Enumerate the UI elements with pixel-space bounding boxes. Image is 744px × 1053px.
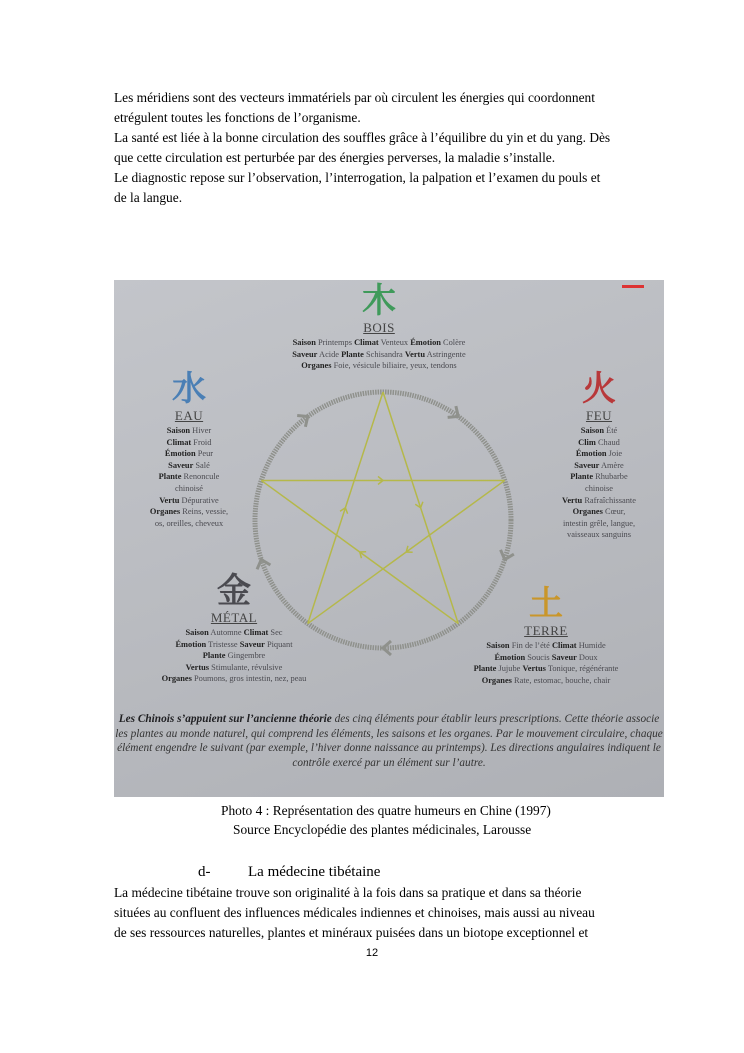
attr-label: Plante	[341, 349, 364, 359]
attr-value: Foie, vésicule biliaire, yeux, tendons	[333, 361, 457, 371]
element-attr-line	[426, 652, 664, 664]
element-attr-line	[479, 506, 664, 518]
attr-value: Froid	[193, 437, 212, 447]
element-attr-line	[114, 437, 309, 449]
attr-value: Dépurative	[181, 495, 219, 505]
attr-value: chinoise	[585, 483, 613, 493]
element-name: BOIS	[363, 320, 395, 335]
attr-label: Saveur	[168, 460, 194, 470]
element-attr-line	[259, 337, 499, 349]
element-attr-line	[479, 460, 664, 472]
attr-label: Émotion	[575, 449, 607, 459]
attr-value: Fin de l’été	[511, 641, 550, 650]
text-line: etrégulent toutes les fonctions de l’organisme.	[114, 110, 361, 125]
text-line: La médecine tibétaine trouve son originalité à la fois dans sa pratique et dans sa théorie	[114, 885, 582, 900]
element-eau	[114, 370, 309, 529]
attr-value: Automne	[210, 628, 242, 637]
section-number: d-	[198, 864, 211, 880]
attr-label: Saveur	[574, 460, 600, 470]
element-attr-line	[259, 349, 499, 361]
attr-label: Vertu	[562, 495, 583, 505]
element-attr-line	[114, 662, 354, 674]
element-attr-line	[114, 448, 309, 460]
page-number: 12	[365, 947, 379, 959]
cycle-arrow-icon	[383, 641, 391, 655]
text-line: La santé est liée à la bonne circulation des souffles grâce à l’équilibre du yin et du yang. Dès	[114, 130, 611, 145]
attr-label: Saison	[580, 426, 604, 435]
attr-value: vaisseaux sanguins	[567, 530, 631, 540]
attr-label: Organes	[481, 675, 512, 685]
attr-label: Plante	[473, 664, 497, 674]
attr-value: chinoisé	[175, 483, 203, 493]
attr-value: os, oreilles, cheveux	[154, 518, 224, 528]
photo-note	[114, 712, 664, 770]
attr-label: Saveur	[551, 652, 577, 662]
attr-value: Soucis	[527, 652, 550, 662]
corner-red-mark	[622, 285, 644, 288]
attr-value: Humide	[578, 641, 606, 650]
element-attr-line	[479, 483, 664, 495]
attr-label: Vertu	[159, 495, 180, 505]
attr-label: Organes	[161, 674, 192, 684]
attr-value: Piquant	[266, 639, 293, 649]
element-attr-line	[114, 627, 354, 639]
element-attr-line	[114, 639, 354, 651]
element-terre	[426, 585, 664, 686]
element-attr-line	[114, 673, 354, 685]
element-attr-line	[114, 650, 354, 662]
attr-value: Poumons, gros intestin, nez, peau	[193, 674, 307, 684]
attr-label: Organes	[301, 361, 332, 371]
attr-value: Astringente	[426, 349, 466, 359]
photo-caption: Photo 4 : Représentation des quatre humeurs en Chine (1997)	[221, 803, 551, 818]
attr-value: Doux	[578, 652, 598, 662]
attr-value: Jujube	[498, 664, 521, 674]
attr-value: Joie	[608, 449, 623, 459]
element-attr-line	[114, 483, 309, 495]
attr-label: Vertus	[522, 664, 546, 674]
element-attr-line	[114, 518, 309, 530]
element-name: FEU	[585, 408, 613, 423]
terre-glyph-icon: 土	[529, 584, 563, 624]
text-line: situées au confluent des influences médicales indiennes et chinoises, mais aussi au niveau	[114, 905, 595, 920]
attr-value: Salé	[195, 460, 210, 470]
attr-value: intestin grêle, langue,	[562, 518, 636, 528]
attr-label: Climat	[354, 338, 379, 347]
element-attr-line	[479, 437, 664, 449]
attr-label: Plante	[158, 472, 182, 482]
note-bold: Les Chinois s’appuient sur l’ancienne théorie	[118, 713, 332, 725]
attr-label: Vertus	[185, 662, 210, 672]
attr-label: Émotion	[164, 449, 196, 459]
element-attr-line	[114, 471, 309, 483]
attr-label: Vertu	[404, 349, 426, 359]
attr-value: Été	[606, 426, 618, 435]
element-attr-line	[114, 495, 309, 507]
attr-value: Sec	[270, 628, 283, 637]
element-feu	[479, 370, 664, 541]
attr-value: Tonique, régénérante	[547, 664, 619, 674]
element-attr-line	[114, 460, 309, 472]
element-name: MÉTAL	[210, 610, 258, 625]
attr-label: Saison	[185, 628, 209, 637]
attr-label: Plante	[570, 472, 594, 482]
attr-label: Climat	[166, 437, 192, 447]
attr-label: Saison	[166, 426, 191, 435]
attr-label: Saveur	[239, 639, 265, 649]
attr-value: Schisandra	[366, 349, 403, 359]
attr-label: Climat	[243, 628, 269, 637]
element-attr-line	[479, 529, 664, 541]
attr-label: Saveur	[292, 349, 318, 359]
element-attr-line	[114, 425, 309, 437]
attr-value: Reins, vessie,	[182, 507, 229, 517]
attr-value: Stimulante, révulsive	[211, 662, 283, 672]
element-attr-line	[426, 675, 664, 687]
element-metal	[114, 572, 354, 685]
attr-value: Tristesse	[208, 639, 238, 649]
metal-glyph-icon: 金	[217, 571, 251, 611]
attr-label: Clim	[578, 437, 596, 447]
body-paragraph	[114, 883, 674, 943]
photo-source: Source Encyclopédie des plantes médicinales, Larousse	[233, 822, 532, 837]
attr-label: Saison	[292, 338, 316, 347]
attr-value: Hiver	[192, 426, 212, 435]
note-text: des cinq éléments pour établir leurs prescriptions. Cette théorie associe les plantes au monde naturel, qui comprend les éléments, les saisons et les organes. Par le mouvement circulaire, chaque élément engendre le suivant (par exemple, l’hiver donne naissance au printemps). Les directions angulaires indiquent le contrôle exercé par un élément sur l’autre.	[115, 713, 663, 769]
element-attr-line	[426, 640, 664, 652]
attr-value: Printemps	[318, 338, 352, 347]
five-elements-photo	[114, 280, 664, 797]
attr-label: Climat	[551, 641, 577, 650]
text-line: Le diagnostic repose sur l’observation, l’interrogation, la palpation et l’examen du pouls et	[114, 170, 601, 185]
attr-value: Rhubarbe	[595, 472, 628, 482]
intro-paragraph	[114, 88, 674, 208]
attr-value: Renoncule	[183, 472, 220, 482]
element-bois	[259, 282, 499, 372]
element-attr-line	[479, 495, 664, 507]
attr-value: Cœur,	[604, 507, 626, 517]
attr-label: Émotion	[410, 338, 441, 347]
attr-label: Organes	[149, 507, 181, 517]
feu-glyph-icon: 火	[582, 369, 616, 409]
attr-value: Colère	[443, 338, 466, 347]
text-line: Les méridiens sont des vecteurs immatériels par où circulent les énergies qui coordonnent	[114, 90, 595, 105]
attr-value: Rafraîchissante	[584, 495, 636, 505]
attr-label: Émotion	[175, 639, 207, 649]
attr-value: Amère	[600, 460, 624, 470]
eau-glyph-icon: 水	[172, 369, 206, 409]
attr-value: Venteux	[380, 338, 409, 347]
text-line: de la langue.	[114, 190, 183, 205]
element-attr-line	[114, 506, 309, 518]
attr-value: Acide	[319, 349, 340, 359]
text-line: que cette circulation est perturbée par des énergies perverses, la maladie s’installe.	[114, 150, 556, 165]
attr-value: Gingembre	[227, 651, 266, 661]
attr-label: Saison	[486, 641, 510, 650]
section-title: La médecine tibétaine	[248, 864, 381, 880]
attr-label: Émotion	[494, 652, 526, 662]
text-line: de ses ressources naturelles, plantes et minéraux puisées dans un biotope exceptionnel et	[114, 925, 589, 940]
element-attr-line	[426, 663, 664, 675]
element-name: EAU	[174, 408, 204, 423]
cycle-arrow-icon	[448, 406, 463, 422]
element-attr-line	[479, 425, 664, 437]
element-attr-line	[479, 471, 664, 483]
attr-value: Rate, estomac, bouche, chair	[514, 675, 611, 685]
attr-value: Chaud	[597, 437, 620, 447]
attr-label: Plante	[202, 651, 226, 661]
attr-label: Organes	[572, 507, 603, 517]
element-attr-line	[479, 448, 664, 460]
attr-value: Peur	[197, 449, 214, 459]
element-name: TERRE	[524, 623, 568, 638]
element-attr-line	[479, 518, 664, 530]
bois-glyph-icon: 木	[362, 281, 396, 321]
